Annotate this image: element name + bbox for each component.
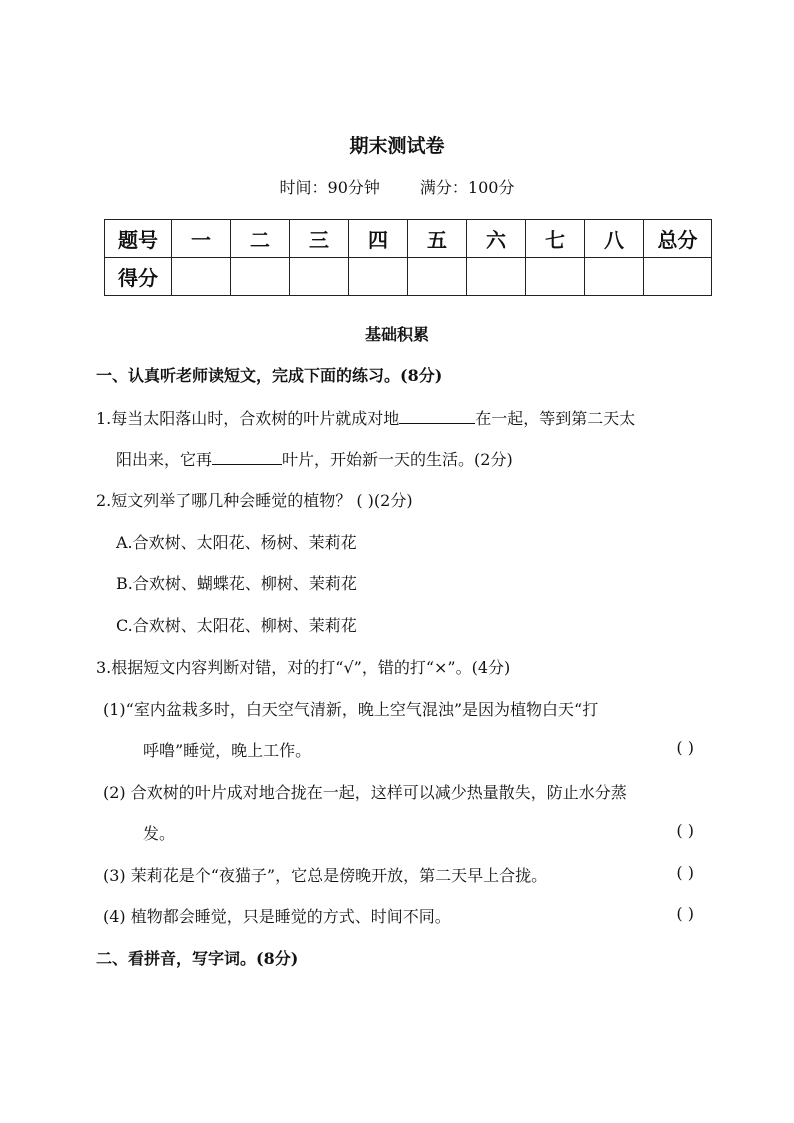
score-cell-6[interactable] [467, 258, 526, 296]
score-table-score-row [105, 258, 712, 296]
q3-item2-line1: (2) 合欢树的叶片成对地合拢在一起，这样可以减少热量散失，防止水分蒸 [103, 783, 627, 802]
q1-text-a: 1.每当太阳落山时，合欢树的叶片就成对地 [96, 409, 400, 428]
score-cell-total[interactable] [644, 258, 712, 296]
part1-heading: 一、认真听老师读短文，完成下面的练习。(8分) [96, 366, 443, 385]
score-table-header-7: 七 [526, 220, 585, 258]
q3-item2-answer-paren[interactable]: ( ) [676, 821, 694, 840]
q2-stem: 2.短文列举了哪几种会睡觉的植物？ ( )(2分) [96, 491, 413, 510]
q2-option-b: B.合欢树、蝴蝶花、柳树、茉莉花 [116, 574, 357, 593]
score-cell-3[interactable] [290, 258, 349, 296]
q3-item4-line1: (4) 植物都会睡觉，只是睡觉的方式、时间不同。 [103, 907, 451, 926]
score-cell-1[interactable] [172, 258, 231, 296]
q1-blank-2[interactable] [212, 448, 282, 465]
score-table-header-8: 八 [585, 220, 644, 258]
q3-item1-line1: (1)“室内盆栽多时，白天空气清新，晚上空气混浊”是因为植物白天“打 [103, 700, 599, 719]
exam-full-score: 满分：100分 [419, 178, 515, 197]
score-table-header-4: 四 [349, 220, 408, 258]
q3-stem: 3.根据短文内容判断对错，对的打“√”，错的打“×”。(4分) [96, 658, 511, 677]
q3-item2-line2: 发。 [143, 824, 176, 843]
score-table [104, 219, 712, 296]
score-cell-7[interactable] [526, 258, 585, 296]
score-table-header-2: 二 [231, 220, 290, 258]
score-table-header-label: 题号 [105, 220, 172, 258]
exam-meta [0, 175, 794, 198]
exam-time: 时间：90分钟 [279, 178, 380, 197]
score-cell-8[interactable] [585, 258, 644, 296]
score-table-header-3: 三 [290, 220, 349, 258]
q3-item1-line2: 呼噜”睡觉，晚上工作。 [143, 741, 312, 760]
q2-option-c: C.合欢树、太阳花、柳树、茉莉花 [116, 616, 357, 635]
part2-heading: 二、看拼音，写字词。(8分) [96, 949, 299, 968]
score-table-header-row [105, 220, 712, 258]
score-table-header-total: 总分 [644, 220, 712, 258]
q1-text-c: 阳出来，它再 [116, 450, 213, 469]
q3-item3-answer-paren[interactable]: ( ) [676, 863, 694, 882]
q2-option-a: A.合欢树、太阳花、杨树、茉莉花 [116, 533, 357, 552]
q3-item1-answer-paren[interactable]: ( ) [676, 738, 694, 757]
score-cell-4[interactable] [349, 258, 408, 296]
page-title: 期末测试卷 [349, 135, 445, 157]
q1-text-b: 在一起，等到第二天太 [475, 409, 636, 428]
score-table-score-label: 得分 [105, 258, 172, 296]
score-table-header-1: 一 [172, 220, 231, 258]
score-table-header-5: 五 [408, 220, 467, 258]
score-cell-5[interactable] [408, 258, 467, 296]
q3-item3-line1: (3) 茉莉花是个“夜猫子”，它总是傍晚开放，第二天早上合拢。 [103, 866, 548, 885]
score-table-header-6: 六 [467, 220, 526, 258]
score-cell-2[interactable] [231, 258, 290, 296]
q1-line1 [96, 406, 635, 429]
q3-item4-answer-paren[interactable]: ( ) [676, 904, 694, 923]
section-title: 基础积累 [364, 325, 429, 344]
q1-text-d: 叶片，开始新一天的生活。(2分) [282, 450, 513, 469]
q1-line2 [116, 447, 513, 470]
q1-blank-1[interactable] [399, 407, 475, 424]
